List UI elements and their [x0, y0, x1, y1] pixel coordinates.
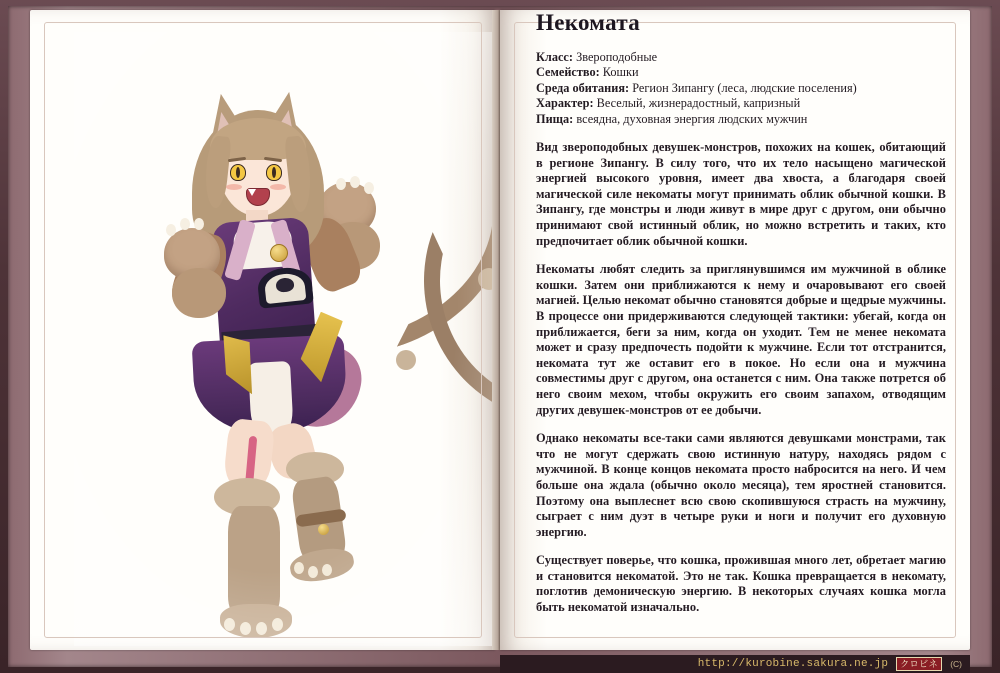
claw-icon [166, 224, 176, 236]
toe [240, 622, 251, 635]
source-url[interactable]: http://kurobine.sakura.ne.jp [697, 658, 889, 670]
page-title: Некомата [536, 10, 641, 35]
stat-value: Кошки [602, 65, 639, 80]
anklet-bell-icon [318, 524, 329, 535]
stat-value: Регион Зипангу (леса, людские поселения) [632, 80, 857, 95]
tail-tip-lower [396, 350, 416, 370]
body-paragraph: Существует поверье, что кошка, прожившая много лет, обретает магию и становится некоматой. Это не так. Кошка превращается в некомату, поглотив демоническую энергию. В некоторых случаях кошка могла быть некоматой изначально. [536, 553, 946, 615]
stat-label: Среда обитания: [536, 80, 630, 95]
stat-label: Пища: [536, 111, 574, 126]
body-paragraph: Вид звероподобных девушек-монстров, похожих на кошек, обитающий в регионе Зипангу. В силу того, что их тело насыщено магической энергией высокого уровня, имеет два хвоста, а благодаря своей магической силе некоматы могут принимать облик обычной кошки. В Зипангу, где монстры и люди живут в мире друг с другом, они обычно принимают свой истинный облик, но можно встретить и таких, кто предпочитает облик обычной кошки. [536, 140, 946, 248]
toe [322, 564, 332, 576]
entry-content [536, 10, 946, 616]
stat-label: Класс: [536, 50, 573, 64]
claw-icon [336, 178, 346, 190]
shin-left [228, 506, 280, 616]
stat-label: Семейство: [536, 65, 600, 80]
copyright-mark: (C) [950, 659, 962, 669]
stat-label: Характер: [536, 96, 594, 111]
blush-right [270, 184, 286, 190]
body-paragraph: Некоматы любят следить за приглянувшимся им мужчиной в облике кошки. Затем они приближаются к нему и очаровывают его своей магией. Целью некомат обычно становятся добрые и щедрые мужчины. В процессе они придерживаются следующей тактики: убегай, когда он приближается, беги за ним, когда он уходит. Тем не менее некомата может и сразу предпочесть подойти к мужчине. Если тот отстранится, некомата тут же оставит его в покое. Но если она и мужчина совместимы друг с другом, она останется с ним. Она также потрется об него своим мехом, чтобы окружить его своим запахом, отводящим других девушек-монстров от ее добычи. [536, 262, 946, 417]
body-paragraph: Однако некоматы все-таки сами являются девушками монстрами, так что не могут сдержать свою истинную натуру, находясь рядом с мужчиной. В конце концов некомата просто набросится на него. И чем больше она ждала (обычно около месяца), тем яростней становится. Поэтому она выплеснет всю свою скопившуюся страсть на мужчину, сыграет с ним дуэт в четыре руки и ноги и получит его духовную энергию. [536, 431, 946, 539]
paw-left-lower [172, 268, 226, 318]
stat-row [536, 81, 946, 96]
site-logo: クロビネ [896, 657, 942, 671]
bell-icon [270, 244, 288, 262]
footer-bar [500, 655, 970, 673]
stat-row [536, 65, 946, 80]
stat-value: Веселый, жизнерадостный, капризный [596, 96, 801, 111]
toe [272, 618, 283, 631]
fang [248, 189, 256, 196]
pupil-left [236, 167, 240, 178]
claw-icon [194, 218, 204, 230]
claw-icon [180, 218, 190, 230]
stat-row [536, 50, 946, 65]
pupil-right [272, 167, 276, 178]
toe [256, 622, 267, 635]
blush-left [226, 184, 242, 190]
left-page [30, 10, 495, 650]
nekomata-character-illustration [74, 32, 510, 646]
toe [294, 562, 304, 574]
stat-block [536, 50, 946, 127]
stat-value: всеядна, духовная энергия людских мужчин [576, 111, 808, 126]
stat-row [536, 112, 946, 127]
stat-row [536, 96, 946, 111]
claw-icon [350, 176, 360, 188]
toe [308, 566, 318, 578]
stat-value: Звероподобные [576, 50, 658, 64]
claw-icon [364, 182, 374, 194]
toe [224, 618, 235, 631]
